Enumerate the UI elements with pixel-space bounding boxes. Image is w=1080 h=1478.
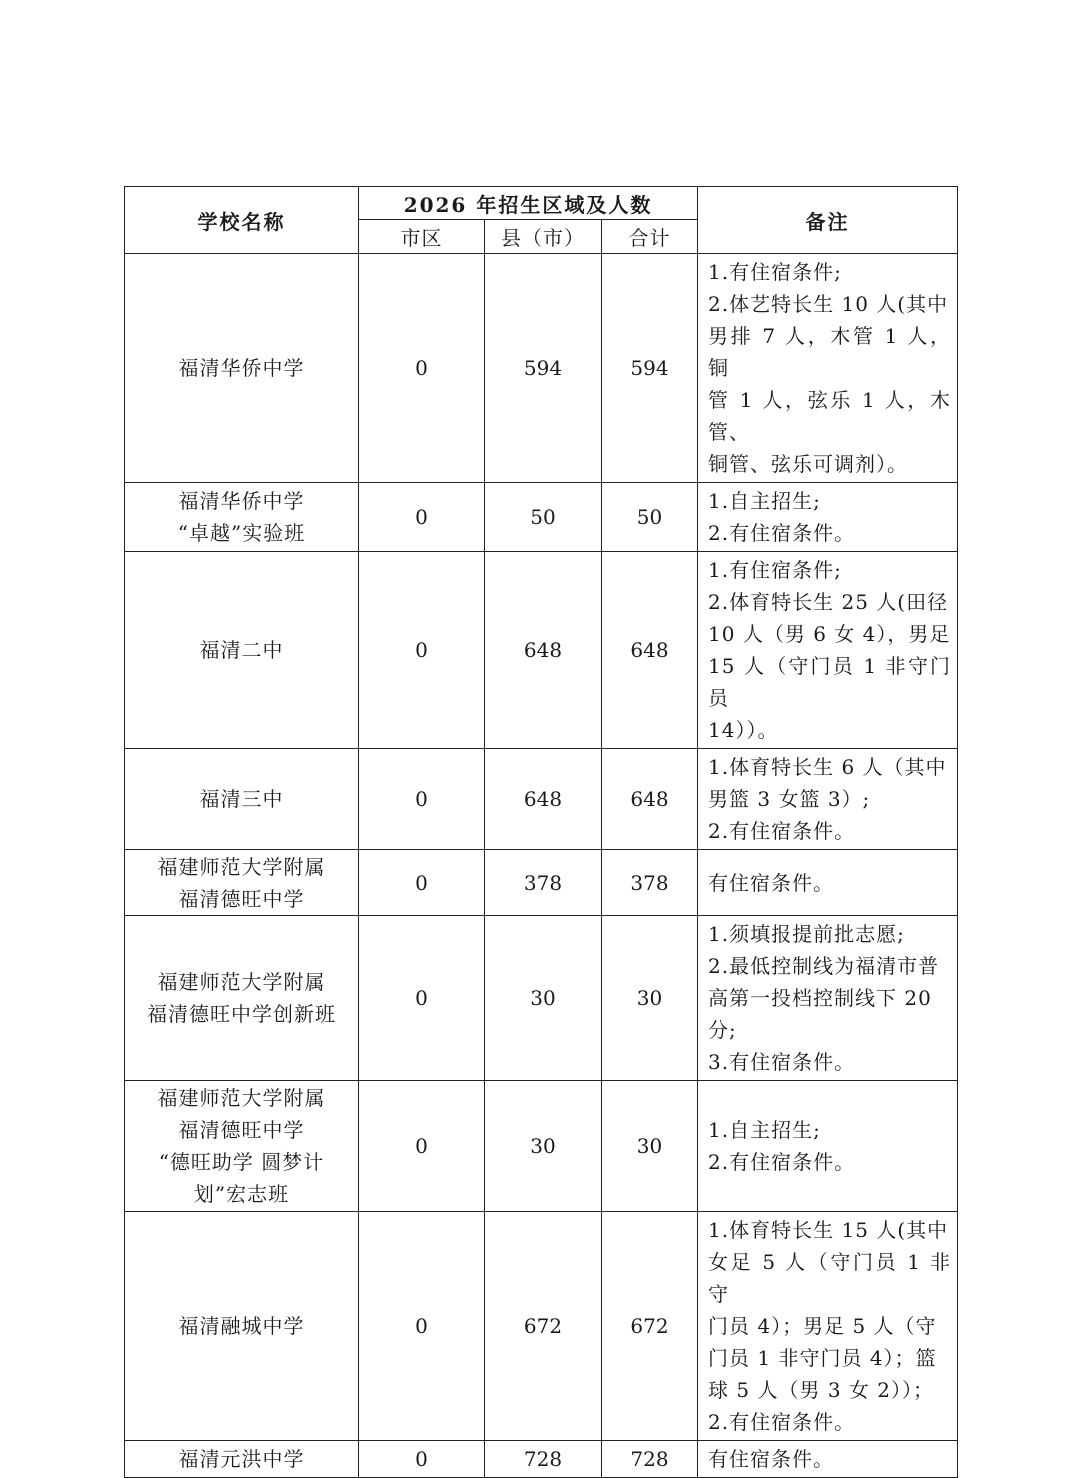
remark-line: 1.体育特长生 15 人(其中: [708, 1218, 949, 1242]
city-count-cell: 0: [359, 749, 485, 850]
remark-line: 2.有住宿条件。: [708, 521, 856, 545]
school-name-line: 福清华侨中学: [178, 356, 305, 380]
remark-line: 高第一投档控制线下 20: [708, 986, 932, 1010]
school-name-line: 福清德旺中学: [178, 1118, 305, 1142]
remarks-cell: [698, 483, 958, 552]
school-name-line: 福清德旺中学创新班: [147, 1002, 336, 1026]
county-count-cell: 30: [485, 916, 602, 1081]
total-count-cell: 30: [602, 916, 698, 1081]
total-count-cell: 648: [602, 749, 698, 850]
school-name-cell: [125, 1441, 359, 1478]
school-name-line: 福建师范大学附属: [157, 854, 326, 879]
school-name-cell: [125, 254, 359, 483]
school-name-cell: [125, 916, 359, 1081]
total-count-cell: 728: [602, 1441, 698, 1478]
table-row: [125, 254, 958, 483]
school-name-cell: [125, 552, 359, 749]
table-row: [125, 552, 958, 749]
school-name-cell: [125, 749, 359, 850]
school-name-line: “卓越”实验班: [177, 521, 306, 545]
school-name-line: 福清融城中学: [178, 1314, 305, 1338]
county-count-cell: 30: [485, 1081, 602, 1212]
total-count-cell: 648: [602, 552, 698, 749]
enrollment-table: [124, 186, 958, 1478]
city-count-cell: 0: [359, 916, 485, 1081]
remarks-cell: [698, 254, 958, 483]
remark-line: 铜管、弦乐可调剂）。: [708, 452, 909, 476]
header-school-name: 学校名称: [125, 187, 359, 254]
school-name-line: 福清华侨中学: [178, 489, 305, 513]
remark-line: 球 5 人（男 3 女 2））；: [708, 1378, 934, 1402]
county-count-cell: 728: [485, 1441, 602, 1478]
table-row: [125, 749, 958, 850]
county-count-cell: 648: [485, 552, 602, 749]
remark-line: 2.最低控制线为福清市普: [708, 954, 940, 978]
table-header: [125, 187, 958, 254]
remark-line: 男排 7 人，木管 1 人，铜: [708, 324, 952, 380]
city-count-cell: 0: [359, 1212, 485, 1441]
header-total: 合计: [602, 220, 698, 254]
remark-line: 女足 5 人（守门员 1 非守: [708, 1250, 952, 1306]
county-count-cell: 50: [485, 483, 602, 552]
remark-line: 有住宿条件。: [708, 1447, 835, 1471]
school-name-cell: [125, 483, 359, 552]
county-count-cell: 378: [485, 850, 602, 916]
remarks-cell: [698, 552, 958, 749]
school-name-line: 福建师范大学附属: [157, 1086, 326, 1110]
header-remarks: 备注: [698, 187, 958, 254]
city-count-cell: 0: [359, 1081, 485, 1212]
total-count-cell: 672: [602, 1212, 698, 1441]
table-row: [125, 1441, 958, 1478]
county-count-cell: 648: [485, 749, 602, 850]
remark-line: 男篮 3 女篮 3）;: [708, 787, 871, 811]
county-count-cell: 594: [485, 254, 602, 483]
school-name-line: 福清三中: [199, 787, 284, 811]
remarks-cell: [698, 850, 958, 916]
remark-line: 1.自主招生;: [708, 1118, 821, 1142]
remarks-cell: [698, 749, 958, 850]
school-name-line: 划”宏志班: [193, 1182, 290, 1206]
school-name-line: “德旺助学 圆梦计: [158, 1150, 325, 1174]
remark-line: 1.有住宿条件;: [708, 260, 842, 284]
remark-line: 管 1 人，弦乐 1 人，木管、: [708, 388, 952, 444]
school-name-cell: [125, 1081, 359, 1212]
total-count-cell: 30: [602, 1081, 698, 1212]
remarks-cell: [698, 1441, 958, 1478]
remark-line: 1.体育特长生 6 人（其中: [708, 755, 947, 779]
remark-line: 1.自主招生;: [708, 489, 821, 513]
city-count-cell: 0: [359, 483, 485, 552]
school-name-line: 福清二中: [199, 638, 284, 662]
remarks-cell: [698, 1081, 958, 1212]
remark-line: 2.体育特长生 25 人(田径: [708, 590, 949, 614]
table-row: [125, 916, 958, 1081]
remark-line: 2.有住宿条件。: [708, 1410, 856, 1434]
school-name-cell: [125, 850, 359, 916]
school-name-cell: [125, 1212, 359, 1441]
school-name-line: 福清德旺中学: [178, 886, 305, 911]
header-county: 县（市）: [485, 220, 602, 254]
remark-line: 分;: [708, 1018, 737, 1042]
remark-line: 10 人（男 6 女 4），男足: [708, 622, 951, 646]
header-region-group: 2026 年招生区域及人数: [359, 187, 698, 220]
city-count-cell: 0: [359, 850, 485, 916]
remark-line: 1.有住宿条件;: [708, 558, 842, 582]
county-count-cell: 672: [485, 1212, 602, 1441]
remark-line: 14））。: [708, 718, 779, 742]
remark-line: 1.须填报提前批志愿;: [708, 922, 905, 946]
city-count-cell: 0: [359, 1441, 485, 1478]
remark-line: 2.有住宿条件。: [708, 1150, 856, 1174]
school-name-line: 福建师范大学附属: [157, 970, 326, 994]
city-count-cell: 0: [359, 254, 485, 483]
header-city: 市区: [359, 220, 485, 254]
remarks-cell: [698, 916, 958, 1081]
total-count-cell: 378: [602, 850, 698, 916]
remark-line: 15 人（守门员 1 非守门员: [708, 654, 952, 710]
remark-line: 有住宿条件。: [708, 870, 835, 895]
table-row: [125, 850, 958, 916]
total-count-cell: 50: [602, 483, 698, 552]
remark-line: 门员 4）；男足 5 人（守: [708, 1314, 937, 1338]
city-count-cell: 0: [359, 552, 485, 749]
total-count-cell: 594: [602, 254, 698, 483]
school-name-line: 福清元洪中学: [178, 1447, 305, 1471]
remark-line: 2.有住宿条件。: [708, 819, 856, 843]
table-body: [125, 254, 958, 1478]
table-row: [125, 483, 958, 552]
remarks-cell: [698, 1212, 958, 1441]
remark-line: 2.体艺特长生 10 人(其中: [708, 292, 949, 316]
table-row: [125, 1212, 958, 1441]
remark-line: 3.有住宿条件。: [708, 1050, 856, 1074]
table-row: [125, 1081, 958, 1212]
remark-line: 门员 1 非守门员 4）；篮: [708, 1346, 937, 1370]
